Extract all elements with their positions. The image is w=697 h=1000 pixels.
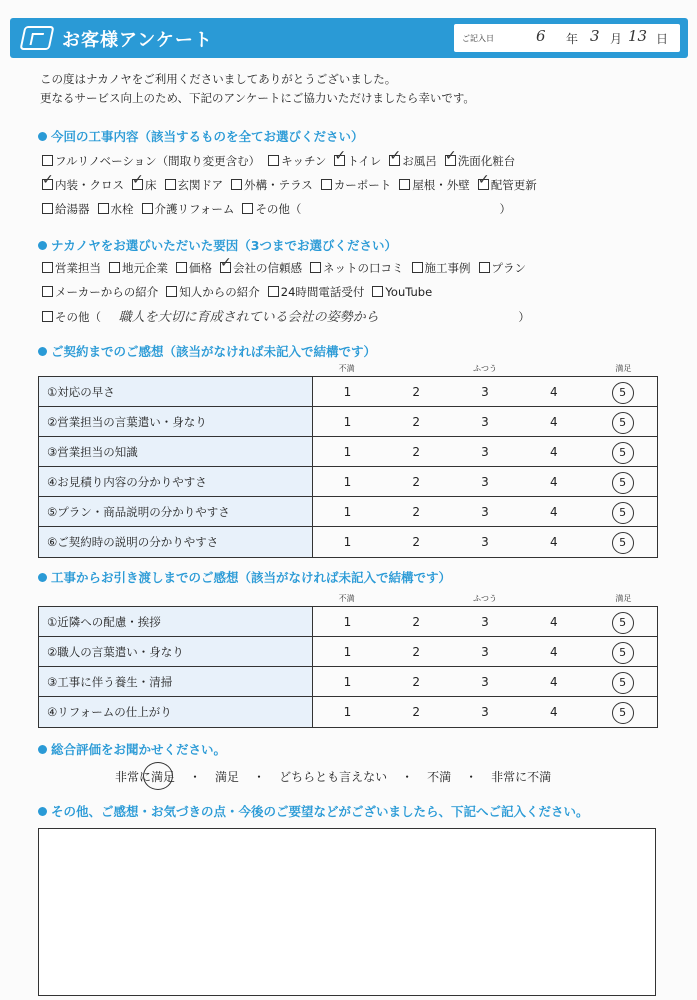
q2-option[interactable] (479, 260, 527, 276)
q4-score-5[interactable]: 5 (588, 667, 657, 696)
q4-score-1[interactable]: 1 (343, 675, 352, 689)
q1-checkbox[interactable] (445, 155, 456, 166)
q1-checkbox[interactable] (242, 203, 253, 214)
q1-checkbox[interactable] (42, 155, 53, 166)
overall-option[interactable]: どちらとも言えない (279, 770, 388, 784)
q2-option-label: 営業担当 (55, 261, 101, 275)
q2-option-label: 施工事例 (424, 261, 471, 275)
q2-checkbox[interactable] (372, 286, 383, 297)
q2-option[interactable] (372, 285, 432, 299)
q4-score-3[interactable]: 3 (481, 615, 489, 629)
separator: ・ (253, 770, 266, 784)
overall-option[interactable]: 満足 (215, 770, 240, 784)
q3-scale-labels (312, 363, 658, 374)
q1-checkbox[interactable] (42, 179, 53, 190)
q2-other-row (42, 306, 530, 325)
selection-circle (143, 762, 173, 790)
q3-score-2[interactable]: 2 (412, 385, 421, 399)
q1-row (42, 201, 511, 217)
q1-checkbox[interactable] (165, 179, 176, 190)
q2-checkbox[interactable] (176, 262, 187, 273)
q4-table-row (39, 637, 657, 667)
q4-score-4[interactable]: 4 (549, 615, 558, 629)
q2-other-close: ） (518, 310, 530, 324)
q2-option[interactable] (42, 284, 158, 300)
q4-table-row (39, 607, 657, 637)
q3-table-row (39, 527, 657, 557)
q4-score-4[interactable]: 4 (549, 705, 558, 719)
intro-text (40, 70, 475, 108)
q1-option[interactable] (242, 201, 301, 217)
q2-other-text[interactable]: 職人を大切に育成されている会社の姿勢から (118, 310, 379, 325)
q3-score-2[interactable]: 2 (412, 535, 421, 549)
q1-option[interactable] (42, 201, 90, 217)
scale-label: ふつう (473, 364, 497, 373)
q1-option[interactable] (389, 153, 437, 169)
q4-scale-labels (312, 593, 658, 604)
q1-checkbox[interactable] (132, 179, 143, 190)
q3-score-5[interactable]: 5 (588, 377, 657, 406)
bullet-icon (38, 347, 47, 356)
q3-score-1[interactable]: 1 (343, 505, 352, 519)
q4-score-3[interactable]: 3 (481, 645, 489, 659)
q1-option-label: 水栓 (110, 202, 134, 216)
q1-option-label: 介護リフォーム (154, 202, 235, 216)
comment-box[interactable] (38, 828, 656, 996)
q2-option-label: メーカーからの紹介 (55, 285, 159, 299)
q3-row-label: ②営業担当の言葉遣い・身なり (39, 407, 313, 436)
q1-option-label: 屋根・外壁 (412, 178, 470, 192)
q1-checkbox[interactable] (478, 179, 489, 190)
q4-score-3[interactable]: 3 (481, 675, 489, 689)
overall-rating (105, 768, 561, 785)
q2-row (42, 260, 534, 276)
q4-row-label: ②職人の言葉遣い・身なり (39, 637, 313, 666)
q3-score-2[interactable]: 2 (412, 505, 421, 519)
q2-option[interactable] (412, 260, 471, 276)
q2-option[interactable] (109, 260, 168, 276)
q2-option[interactable] (268, 284, 365, 300)
q4-score-5[interactable]: 5 (588, 697, 657, 727)
overall-option[interactable]: 非常に不満 (491, 770, 552, 784)
q2-option-label: 地元企業 (122, 261, 168, 275)
q4-row-label: ①近隣への配慮・挨拶 (39, 607, 313, 636)
q1-option-label: キッチン (281, 154, 327, 168)
q2-option-label: 会社の信頼感 (233, 261, 302, 275)
q2-checkbox[interactable] (109, 262, 120, 273)
q3-table-row (39, 467, 657, 497)
bullet-icon (38, 132, 47, 141)
q3-score-1[interactable]: 1 (343, 475, 352, 489)
q4-table-row (39, 697, 657, 727)
q4-score-5[interactable]: 5 (588, 637, 657, 666)
q1-option-label: 内装・クロス (55, 178, 124, 192)
scale-label (381, 363, 450, 374)
q1-checkbox[interactable] (389, 155, 400, 166)
q1-option-label: お風呂 (402, 154, 437, 168)
q3-score-3[interactable]: 3 (481, 475, 489, 489)
q1-checkbox[interactable] (142, 203, 153, 214)
q1-checkbox[interactable] (399, 179, 410, 190)
q3-row-label: ④お見積り内容の分かりやすさ (39, 467, 313, 496)
q1-other-close: ） (499, 202, 511, 216)
q3-row-label: ⑤プラン・商品説明の分かりやすさ (39, 497, 313, 526)
q1-option-label: その他（ (255, 202, 302, 216)
scale-label: 満足 (615, 364, 632, 373)
q1-option-label: 外構・テラス (244, 178, 313, 192)
q4-score-1[interactable]: 1 (343, 615, 352, 629)
q3-score-4[interactable]: 4 (549, 505, 558, 519)
header-bar (10, 18, 688, 58)
q2-option[interactable] (166, 284, 260, 300)
scale-label: 不満 (338, 594, 355, 603)
q3-score-5[interactable]: 5 (588, 407, 657, 436)
q2-checkbox[interactable] (166, 286, 177, 297)
q2-option[interactable] (310, 260, 404, 276)
q1-checkbox[interactable] (334, 155, 345, 166)
date-year[interactable]: 6 (536, 27, 546, 45)
scale-label (520, 593, 589, 604)
q4-row-label: ③工事に伴う養生・清掃 (39, 667, 313, 696)
q2-checkbox[interactable] (268, 286, 279, 297)
separator: ・ (189, 770, 202, 784)
q4-score-5[interactable]: 5 (588, 607, 657, 636)
q3-score-1[interactable]: 1 (343, 535, 352, 549)
q2-checkbox[interactable] (412, 262, 423, 273)
q1-option-label: 玄関ドア (177, 178, 224, 192)
date-label: ご記入日 (462, 34, 494, 43)
q1-option[interactable] (165, 177, 224, 193)
q3-title: ご契約までのご感想（該当がなければ未記入で結構です） (38, 342, 376, 360)
q2-checkbox[interactable] (220, 262, 231, 273)
bullet-icon (38, 745, 47, 754)
q4-score-4[interactable]: 4 (549, 645, 558, 659)
q3-table (38, 376, 658, 558)
q1-checkbox[interactable] (321, 179, 332, 190)
q1-checkbox[interactable] (98, 203, 109, 214)
q2-other-label: その他（ (55, 310, 101, 324)
q4-score-1[interactable]: 1 (343, 645, 352, 659)
q3-score-2[interactable]: 2 (412, 415, 421, 429)
q2-option-label: 価格 (189, 261, 212, 275)
scale-label: 不満 (338, 364, 355, 373)
q1-row (42, 177, 545, 193)
q4-score-2[interactable]: 2 (412, 705, 421, 719)
q1-option-label: 配管更新 (490, 178, 537, 192)
q1-option[interactable] (399, 177, 470, 193)
q3-score-2[interactable]: 2 (412, 475, 421, 489)
overall-option[interactable]: 不満 (427, 770, 452, 784)
q3-table-row (39, 377, 657, 407)
q3-table-row (39, 497, 657, 527)
q4-title: 工事からお引き渡しまでのご感想（該当がなければ未記入で結構です） (38, 568, 451, 586)
q1-option[interactable] (268, 153, 326, 169)
q2-option-label: 知人からの紹介 (179, 285, 260, 299)
q1-option[interactable] (445, 153, 516, 169)
q3-row-label: ①対応の早さ (39, 377, 313, 406)
q1-checkbox[interactable] (42, 203, 53, 214)
intro-line-1: この度はナカノヤをご利用くださいましてありがとうございました。 (40, 72, 397, 86)
q3-table-row (39, 437, 657, 467)
q4-score-2[interactable]: 2 (412, 675, 421, 689)
q3-score-1[interactable]: 1 (343, 445, 352, 459)
q2-option-label: 24時間電話受付 (280, 285, 365, 299)
q4-score-2[interactable]: 2 (412, 645, 421, 659)
q1-option[interactable] (132, 177, 157, 193)
q1-option[interactable] (321, 177, 392, 193)
q3-score-3[interactable]: 3 (481, 505, 489, 519)
q4-table-row (39, 667, 657, 697)
q3-table-row (39, 407, 657, 437)
q3-score-5[interactable]: 5 (588, 467, 657, 496)
q2-checkbox[interactable] (310, 262, 321, 273)
q3-score-4[interactable]: 4 (549, 475, 558, 489)
q1-option[interactable] (42, 177, 124, 193)
q1-option[interactable] (98, 201, 134, 217)
date-box (454, 24, 680, 52)
q3-score-1[interactable]: 1 (343, 415, 352, 429)
q4-row-label: ④リフォームの仕上がり (39, 697, 313, 727)
date-month[interactable]: 3 (590, 27, 600, 45)
q2-checkbox[interactable] (479, 262, 490, 273)
date-day-unit: 日 (656, 32, 669, 46)
q3-score-3[interactable]: 3 (481, 415, 489, 429)
q2-option-label: プラン (491, 261, 526, 275)
bullet-icon (38, 573, 47, 582)
q3-score-5[interactable]: 5 (588, 497, 657, 526)
q1-option[interactable] (478, 177, 537, 193)
q2-title: ナカノヤをお選びいただいた要因（3つまでお選びください） (38, 236, 397, 254)
scale-label: 満足 (615, 594, 632, 603)
q3-score-3[interactable]: 3 (481, 535, 489, 549)
scale-label (520, 363, 589, 374)
separator: ・ (465, 770, 478, 784)
q5-title: 総合評価をお聞かせください。 (38, 740, 226, 758)
q1-option[interactable] (142, 201, 235, 217)
q2-option[interactable] (176, 260, 212, 276)
q1-checkbox[interactable] (268, 155, 279, 166)
q2-other-checkbox[interactable] (42, 311, 53, 322)
q1-option-label: 床 (145, 178, 157, 192)
q1-checkbox[interactable] (231, 179, 242, 190)
q3-score-4[interactable]: 4 (549, 445, 558, 459)
q2-row (42, 284, 440, 300)
q3-score-4[interactable]: 4 (549, 535, 558, 549)
date-year-unit: 年 (566, 32, 579, 46)
scale-label (381, 593, 450, 604)
q2-option-label: ネットの口コミ (323, 261, 404, 275)
q1-option-label: フルリノベーション（間取り変更含む） (55, 154, 261, 168)
q1-option-label: 給湯器 (55, 202, 90, 216)
q1-option[interactable] (334, 153, 381, 169)
q4-score-3[interactable]: 3 (481, 705, 489, 719)
q1-option-label: カーポート (333, 178, 392, 192)
q3-score-2[interactable]: 2 (412, 445, 421, 459)
q2-checkbox[interactable] (42, 262, 53, 273)
q2-option-label: YouTube (385, 285, 433, 299)
q3-score-3[interactable]: 3 (481, 385, 489, 399)
q4-table (38, 606, 658, 728)
logo-icon (19, 26, 54, 50)
q3-score-3[interactable]: 3 (481, 445, 489, 459)
separator: ・ (401, 770, 414, 784)
q3-score-4[interactable]: 4 (549, 415, 558, 429)
q4-score-2[interactable]: 2 (412, 615, 421, 629)
q2-checkbox[interactable] (42, 286, 53, 297)
q3-score-5[interactable]: 5 (588, 437, 657, 466)
q2-option[interactable] (42, 260, 101, 276)
date-day[interactable]: 13 (628, 27, 648, 45)
q3-score-4[interactable]: 4 (549, 385, 558, 399)
q1-option-label: 洗面化粧台 (457, 154, 516, 168)
overall-option[interactable]: 非常に満足 (115, 770, 175, 784)
q1-option[interactable] (231, 177, 313, 193)
q1-row (42, 153, 523, 169)
page-title: お客様アンケート (62, 30, 213, 51)
q3-row-label: ③営業担当の知識 (39, 437, 313, 466)
q3-score-5[interactable]: 5 (588, 527, 657, 557)
q1-option[interactable] (42, 153, 260, 169)
scale-label: ふつう (473, 594, 497, 603)
q4-score-1[interactable]: 1 (343, 705, 352, 719)
q6-title: その他、ご感想・お気づきの点・今後のご要望などがございましたら、下記へご記入ください。 (38, 802, 589, 820)
q2-option[interactable] (220, 260, 302, 276)
q3-score-1[interactable]: 1 (343, 385, 352, 399)
q1-title: 今回の工事内容（該当するものを全てお選びください） (38, 127, 364, 145)
date-month-unit: 月 (610, 32, 623, 46)
q1-option-label: トイレ (347, 154, 382, 168)
intro-line-2: 更なるサービス向上のため、下記のアンケートにご協力いただけましたら幸いです。 (40, 91, 475, 105)
q3-row-label: ⑥ご契約時の説明の分かりやすさ (39, 527, 313, 557)
bullet-icon (38, 241, 47, 250)
bullet-icon (38, 807, 47, 816)
q4-score-4[interactable]: 4 (549, 675, 558, 689)
